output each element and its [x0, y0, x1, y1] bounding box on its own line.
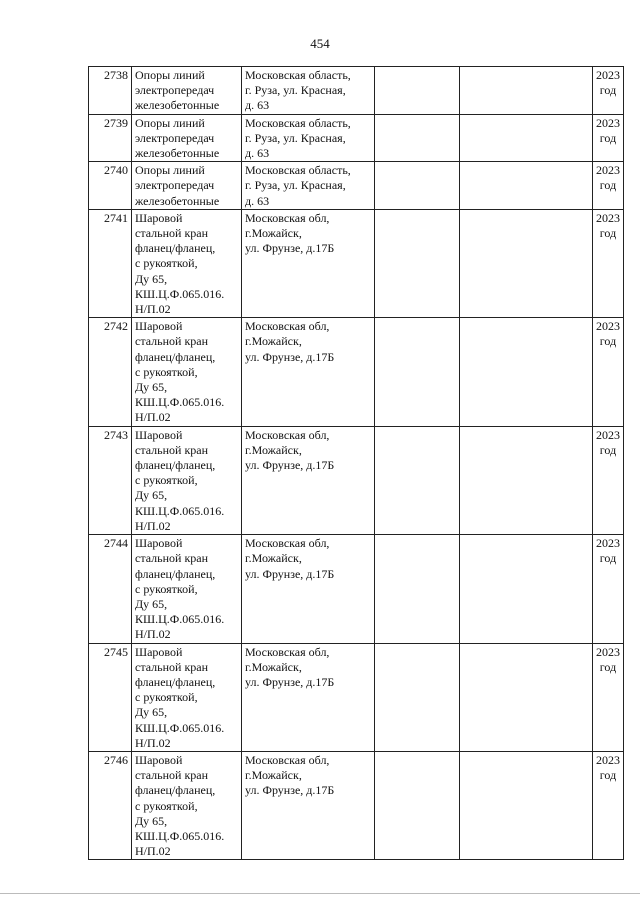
object-address: Московская область, г. Руза, ул. Красная, д. 63 [242, 114, 375, 162]
row-number: 2741 [89, 209, 132, 317]
object-name: Опоры линий электропередач железобетонные [132, 114, 242, 162]
year-cell: 2023 год [593, 426, 624, 534]
object-name: Шаровой стальной кран фланец/фланец, с рукояткой, Ду 65, КШ.Ц.Ф.065.016. Н/П.02 [132, 209, 242, 317]
table-row [89, 426, 624, 534]
year-cell: 2023 год [593, 162, 624, 210]
year-cell: 2023 год [593, 643, 624, 751]
object-name: Шаровой стальной кран фланец/фланец, с рукояткой, Ду 65, КШ.Ц.Ф.065.016. Н/П.02 [132, 535, 242, 643]
object-address: Московская обл, г.Можайск, ул. Фрунзе, д.17Б [242, 209, 375, 317]
empty-column-4 [375, 643, 460, 751]
table-row [89, 67, 624, 115]
empty-column-5 [460, 67, 593, 115]
object-address: Московская обл, г.Можайск, ул. Фрунзе, д.17Б [242, 535, 375, 643]
table-row [89, 114, 624, 162]
year-cell: 2023 год [593, 751, 624, 859]
object-address: Московская область, г. Руза, ул. Красная, д. 63 [242, 67, 375, 115]
year-cell: 2023 год [593, 535, 624, 643]
row-number: 2744 [89, 535, 132, 643]
table-row [89, 643, 624, 751]
row-number: 2740 [89, 162, 132, 210]
year-cell: 2023 год [593, 209, 624, 317]
empty-column-5 [460, 751, 593, 859]
empty-column-4 [375, 114, 460, 162]
row-number: 2738 [89, 67, 132, 115]
empty-column-4 [375, 318, 460, 426]
table-row [89, 162, 624, 210]
table-row [89, 535, 624, 643]
object-address: Московская обл, г.Можайск, ул. Фрунзе, д.17Б [242, 643, 375, 751]
empty-column-5 [460, 643, 593, 751]
registry-table [88, 66, 624, 860]
object-name: Опоры линий электропередач железобетонные [132, 162, 242, 210]
empty-column-5 [460, 114, 593, 162]
empty-column-4 [375, 162, 460, 210]
scan-edge-divider [0, 893, 640, 894]
object-name: Шаровой стальной кран фланец/фланец, с рукояткой, Ду 65, КШ.Ц.Ф.065.016. Н/П.02 [132, 751, 242, 859]
empty-column-5 [460, 535, 593, 643]
empty-column-5 [460, 318, 593, 426]
year-cell: 2023 год [593, 318, 624, 426]
object-address: Московская область, г. Руза, ул. Красная, д. 63 [242, 162, 375, 210]
empty-column-4 [375, 426, 460, 534]
row-number: 2746 [89, 751, 132, 859]
object-name: Опоры линий электропередач железобетонные [132, 67, 242, 115]
table-row [89, 318, 624, 426]
table-row [89, 209, 624, 317]
empty-column-4 [375, 751, 460, 859]
empty-column-4 [375, 535, 460, 643]
row-number: 2743 [89, 426, 132, 534]
empty-column-5 [460, 209, 593, 317]
object-name: Шаровой стальной кран фланец/фланец, с рукояткой, Ду 65, КШ.Ц.Ф.065.016. Н/П.02 [132, 318, 242, 426]
object-address: Московская обл, г.Можайск, ул. Фрунзе, д.17Б [242, 318, 375, 426]
year-cell: 2023 год [593, 67, 624, 115]
object-address: Московская обл, г.Можайск, ул. Фрунзе, д.17Б [242, 426, 375, 534]
year-cell: 2023 год [593, 114, 624, 162]
row-number: 2739 [89, 114, 132, 162]
empty-column-5 [460, 426, 593, 534]
object-address: Московская обл, г.Можайск, ул. Фрунзе, д.17Б [242, 751, 375, 859]
table-row [89, 751, 624, 859]
row-number: 2745 [89, 643, 132, 751]
empty-column-4 [375, 67, 460, 115]
row-number: 2742 [89, 318, 132, 426]
object-name: Шаровой стальной кран фланец/фланец, с рукояткой, Ду 65, КШ.Ц.Ф.065.016. Н/П.02 [132, 643, 242, 751]
object-name: Шаровой стальной кран фланец/фланец, с рукояткой, Ду 65, КШ.Ц.Ф.065.016. Н/П.02 [132, 426, 242, 534]
page-number: 454 [310, 36, 330, 51]
registry-table-body [89, 67, 624, 860]
empty-column-5 [460, 162, 593, 210]
empty-column-4 [375, 209, 460, 317]
